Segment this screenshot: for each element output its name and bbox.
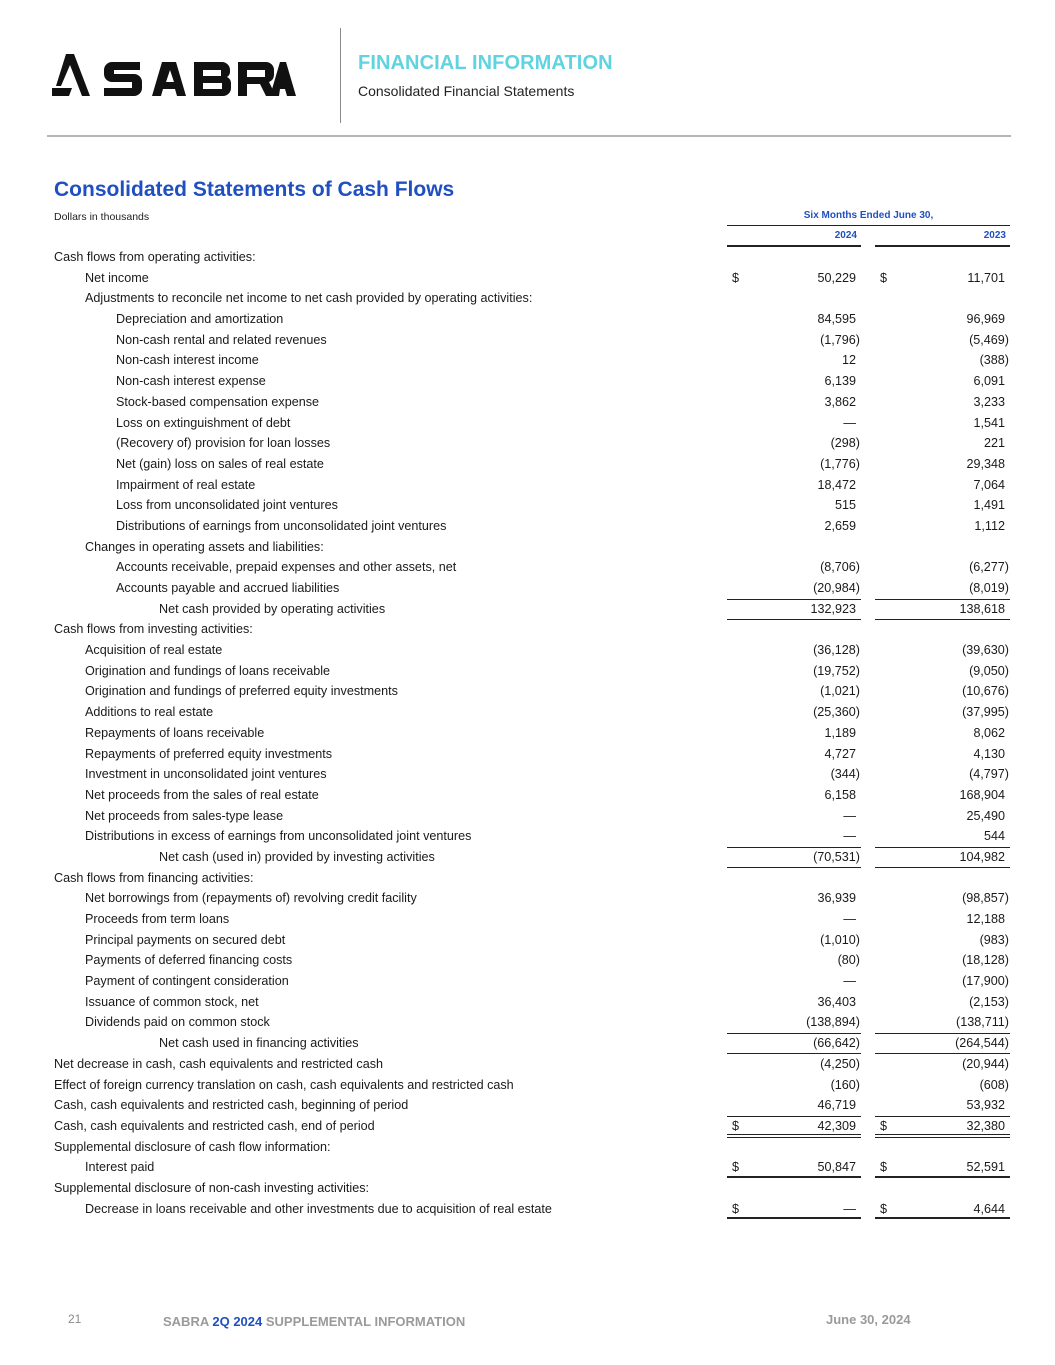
value-2023: (983) [979,932,1009,947]
value-2024: 50,847 [817,1160,856,1175]
table-row [0,475,1055,496]
footer-company: SABRA [163,1314,209,1329]
period-rule [727,225,1010,226]
row-label: Non-cash interest expense [116,374,266,389]
row-label: Issuance of common stock, net [85,994,259,1009]
value-2024: — [843,829,856,844]
table-row [0,330,1055,351]
value-2024: 36,939 [817,891,856,906]
value-2024: 4,727 [824,746,856,761]
footer-quarter: 2Q 2024 [212,1314,263,1329]
value-2024: (80) [837,953,860,968]
value-2024: (1,021) [820,684,860,699]
row-label: (Recovery of) provision for loan losses [116,436,331,451]
value-2023: (608) [979,1077,1009,1092]
subtotal-rule [727,847,861,848]
value-2024: (66,642) [813,1036,860,1051]
header-divider [340,28,341,123]
value-2024: (298) [830,436,860,451]
row-label: Dividends paid on common stock [85,1015,270,1030]
value-2024: (1,010) [820,932,860,947]
value-2024: (25,360) [813,705,860,720]
row-label: Net cash (used in) provided by investing activities [159,849,435,864]
table-row [0,268,1055,289]
value-2024: 42,309 [817,1118,856,1133]
value-2023: (5,469) [969,332,1009,347]
table-row [0,1012,1055,1033]
row-label: Net income [85,270,149,285]
row-label: Cash flows from investing activities: [54,622,253,637]
value-2023: 6,091 [973,374,1005,389]
row-label: Repayments of loans receivable [85,725,265,740]
table-row [0,661,1055,682]
value-2024: — [843,974,856,989]
value-2023: 1,491 [973,498,1005,513]
table-row [0,288,1055,309]
value-2023: 11,701 [967,270,1005,285]
value-2024: (20,984) [813,581,860,595]
table-row [0,785,1055,806]
table-row [0,744,1055,765]
table-row [0,454,1055,475]
value-2024: 3,862 [824,394,856,409]
value-2024: 12 [841,353,856,368]
table-row [0,309,1055,330]
row-label: Acquisition of real estate [85,643,223,658]
value-2023: (6,277) [969,560,1009,575]
table-row [0,723,1055,744]
table-row [0,599,1055,620]
value-2024: — [843,1201,856,1216]
value-2024: 515 [834,498,856,513]
value-2023: (20,944) [962,1056,1009,1071]
value-2023: 25,490 [966,808,1005,823]
table-row [0,764,1055,785]
table-row [0,909,1055,930]
row-label: Payments of deferred financing costs [85,953,293,968]
row-label: Cash, cash equivalents and restricted cash, end of period [54,1118,375,1133]
row-label: Impairment of real estate [116,477,256,492]
value-2023: (388) [979,353,1009,368]
double-rule [727,1217,861,1219]
currency-symbol: $ [732,270,740,285]
table-row [0,350,1055,371]
value-2023: (18,128) [962,953,1009,968]
value-2024: 18,472 [817,477,856,492]
table-row [0,557,1055,578]
value-2023: 52,591 [966,1160,1005,1175]
value-2024: 84,595 [817,312,856,327]
table-row [0,702,1055,723]
value-2023: 4,644 [973,1201,1005,1216]
table-row [0,1095,1055,1116]
table-row [0,950,1055,971]
value-2024: 132,923 [810,601,856,616]
value-2024: (4,250) [820,1056,860,1071]
row-label: Cash flows from financing activities: [54,870,254,885]
row-label: Net proceeds from the sales of real estate [85,787,319,802]
value-2023: (2,153) [969,994,1009,1009]
value-2023: 1,112 [974,518,1005,533]
sabra-logo [52,52,297,100]
value-2024: 2,659 [824,518,856,533]
table-row [0,868,1055,889]
period-header: Six Months Ended June 30, [803,210,934,221]
row-label: Distributions in excess of earnings from unconsolidated joint ventures [85,829,472,844]
table-row [0,992,1055,1013]
value-2023: 12,188 [966,912,1005,926]
row-label: Interest paid [85,1160,155,1175]
row-label: Effect of foreign currency translation on cash, cash equivalents and restricted cash [54,1077,514,1092]
table-row [0,1075,1055,1096]
table-row [0,392,1055,413]
table-row [0,1178,1055,1199]
row-label: Non-cash interest income [116,353,259,368]
value-2023: 104,982 [959,849,1005,864]
row-label: Loss on extinguishment of debt [116,415,291,430]
row-label: Net proceeds from sales-type lease [85,808,284,823]
currency-symbol: $ [880,1160,888,1175]
value-2023: 4,130 [973,746,1005,761]
table-row [0,1033,1055,1054]
year-2023-header: 2023 [983,230,1006,241]
subtotal-rule [875,1033,1010,1034]
table-row [0,413,1055,434]
value-2024: — [843,415,856,430]
row-label: Origination and fundings of preferred equity investments [85,684,398,699]
table-row [0,371,1055,392]
row-label: Origination and fundings of loans receivable [85,663,331,678]
subtotal-rule [875,847,1010,848]
value-2024: 36,403 [817,994,856,1009]
currency-symbol: $ [880,1118,888,1133]
value-2024: (36,128) [813,643,860,658]
value-2023: 3,233 [973,394,1005,409]
row-label: Supplemental disclosure of non-cash investing activities: [54,1180,370,1195]
row-label: Net (gain) loss on sales of real estate [116,456,324,471]
value-2024: — [843,912,856,926]
section-subtitle: Consolidated Financial Statements [358,83,575,99]
value-2024: (1,796) [820,332,860,347]
row-label: Cash, cash equivalents and restricted cash, beginning of period [54,1098,409,1113]
value-2024: 1,189 [824,725,856,740]
row-label: Decrease in loans receivable and other investments due to acquisition of real estate [85,1201,552,1216]
footer-date: June 30, 2024 [826,1312,911,1327]
value-2024: (1,776) [820,456,860,471]
row-label: Net borrowings from (repayments of) revolving credit facility [85,891,417,906]
table-row [0,1054,1055,1075]
table-row [0,433,1055,454]
value-2023: 544 [983,829,1005,844]
row-label: Non-cash rental and related revenues [116,332,327,347]
table-row [0,1199,1055,1220]
value-2023: 168,904 [959,787,1005,802]
table-row [0,247,1055,268]
table-row [0,578,1055,599]
value-2023: 29,348 [966,456,1005,471]
double-rule [875,1217,1010,1219]
value-2023: (264,544) [955,1036,1009,1051]
row-label: Supplemental disclosure of cash flow information: [54,1139,331,1154]
value-2023: 32,380 [966,1118,1005,1133]
row-label: Changes in operating assets and liabilities: [85,539,324,554]
table-row [0,1157,1055,1178]
row-label: Depreciation and amortization [116,312,284,327]
value-2024: (160) [830,1077,860,1092]
footer-doc-name [163,1314,465,1329]
table-row [0,640,1055,661]
table-row [0,681,1055,702]
page-header [0,0,1055,140]
value-2023: 53,932 [966,1098,1005,1113]
row-label: Principal payments on secured debt [85,932,286,947]
table-row [0,971,1055,992]
table-row [0,619,1055,640]
table-row [0,1137,1055,1158]
row-label: Accounts receivable, prepaid expenses and other assets, net [116,560,457,575]
value-2024: — [843,808,856,823]
table-row [0,1116,1055,1137]
row-label: Net cash provided by operating activities [159,601,386,616]
currency-symbol: $ [880,1201,888,1216]
header-rule [47,135,1011,137]
row-label: Payment of contingent consideration [85,974,289,989]
value-2023: 7,064 [973,477,1005,492]
value-2023: (98,857) [962,891,1009,906]
row-label: Accounts payable and accrued liabilities [116,581,340,595]
statement-title: Consolidated Statements of Cash Flows [54,178,455,201]
value-2023: (39,630) [962,643,1009,658]
subtotal-rule [875,599,1010,600]
value-2023: (37,995) [962,705,1009,720]
value-2024: 46,719 [817,1098,856,1113]
value-2023: (8,019) [969,581,1009,595]
row-label: Net cash used in financing activities [159,1036,359,1051]
footer-doc-label: SUPPLEMENTAL INFORMATION [265,1314,466,1329]
row-label: Stock-based compensation expense [116,394,320,409]
statement-units: Dollars in thousands [54,211,150,223]
table-row [0,516,1055,537]
subtotal-rule [727,1116,861,1117]
table-row [0,537,1055,558]
row-label: Investment in unconsolidated joint ventures [85,767,327,782]
value-2024: (19,752) [813,663,860,678]
currency-symbol: $ [880,270,888,285]
row-label: Additions to real estate [85,705,214,720]
value-2024: (138,894) [806,1015,860,1030]
value-2024: (8,706) [820,560,860,575]
table-row [0,930,1055,951]
value-2023: 221 [983,436,1005,451]
value-2024: (70,531) [813,849,860,864]
value-2023: 1,541 [973,415,1005,430]
value-2023: (4,797) [969,767,1009,782]
value-2024: 6,158 [824,787,856,802]
subtotal-rule [727,599,861,600]
row-label: Cash flows from operating activities: [54,250,256,264]
year-2024-header: 2024 [834,230,857,241]
currency-symbol: $ [732,1118,740,1133]
row-label: Net decrease in cash, cash equivalents and restricted cash [54,1056,384,1071]
value-2023: (9,050) [969,663,1009,678]
row-label: Distributions of earnings from unconsolidated joint ventures [116,518,447,533]
value-2024: 6,139 [824,374,856,389]
value-2023: 8,062 [973,725,1005,740]
page-number: 21 [68,1312,82,1326]
value-2023: 138,618 [959,601,1005,616]
row-label: Proceeds from term loans [85,912,230,926]
value-2023: (138,711) [956,1015,1009,1030]
cash-flow-table [0,247,1055,1219]
subtotal-rule [727,1033,861,1034]
value-2023: (17,900) [962,974,1009,989]
currency-symbol: $ [732,1201,740,1216]
subtotal-rule [875,1116,1010,1117]
row-label: Adjustments to reconcile net income to net cash provided by operating activities: [85,291,533,306]
table-row [0,888,1055,909]
row-label: Loss from unconsolidated joint ventures [116,498,338,513]
value-2023: (10,676) [962,684,1009,699]
table-row [0,495,1055,516]
row-label: Repayments of preferred equity investments [85,746,333,761]
value-2023: 96,969 [966,312,1005,327]
value-2024: (344) [830,767,860,782]
value-2024: 50,229 [817,270,856,285]
table-row [0,847,1055,868]
table-row [0,826,1055,847]
currency-symbol: $ [732,1160,740,1175]
section-title: FINANCIAL INFORMATION [358,52,613,74]
table-row [0,806,1055,827]
